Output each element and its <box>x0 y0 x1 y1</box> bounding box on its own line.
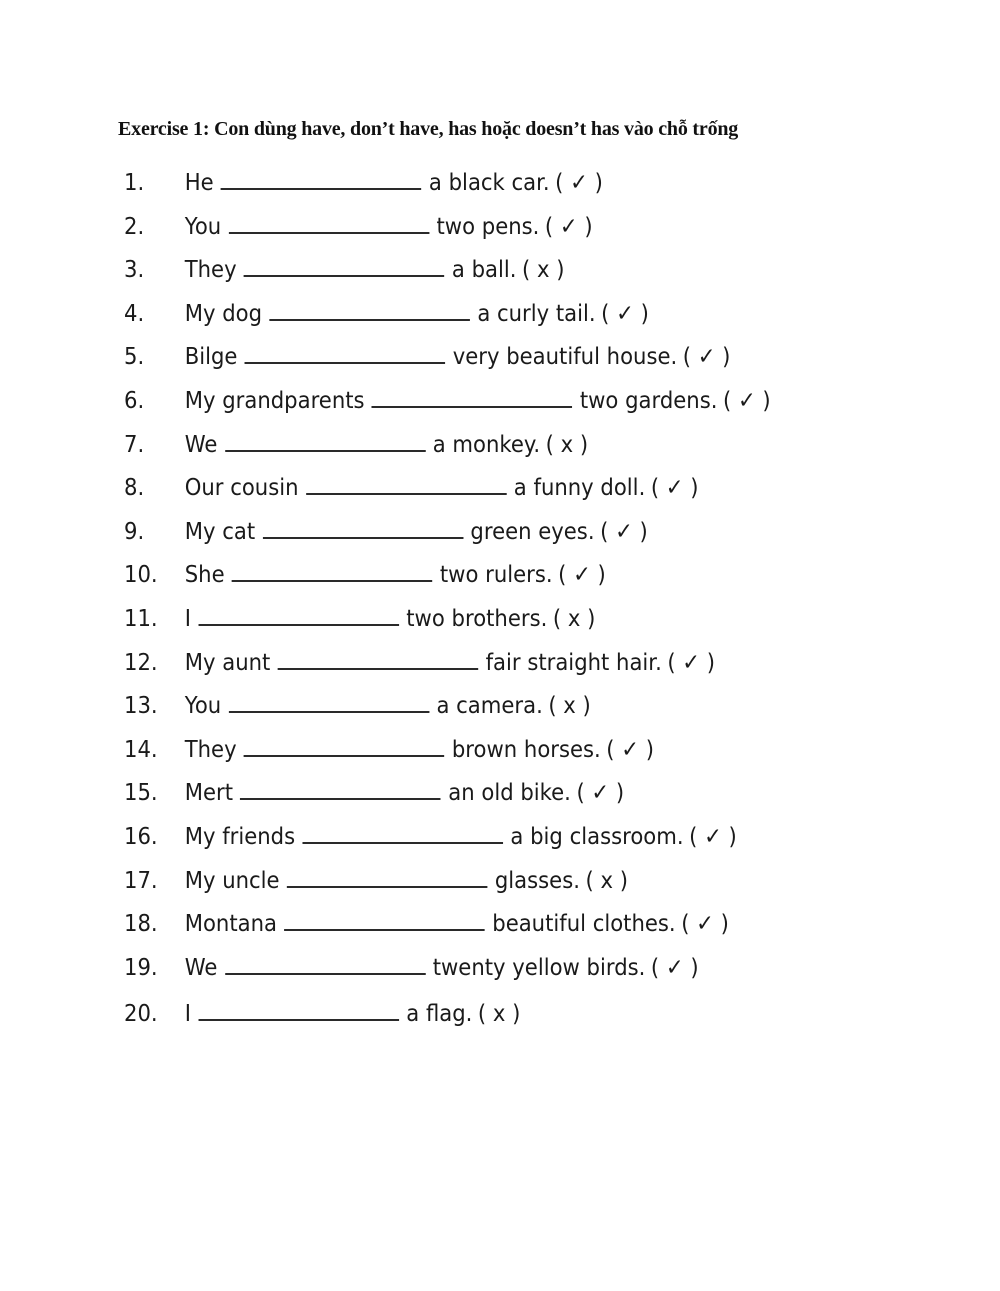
item-rest: fair straight hair. <box>485 649 662 676</box>
item-subject: We <box>184 954 218 981</box>
answer-blank[interactable] <box>278 646 479 670</box>
item-rest: two pens. <box>436 213 540 240</box>
item-rest: twenty yellow birds. <box>432 954 646 981</box>
item-subject: Our cousin <box>184 475 299 502</box>
item-number: 2. <box>124 213 145 240</box>
item-number: 20. <box>124 1001 158 1027</box>
item-number: 6. <box>124 388 145 414</box>
item-rest: two rulers. <box>439 562 553 589</box>
item-mark: ( x ) <box>548 693 591 720</box>
exercise-item <box>124 297 649 337</box>
item-subject: Bilge <box>184 344 238 371</box>
item-subject: My uncle <box>184 867 280 894</box>
item-subject: They <box>184 257 237 284</box>
item-number: 13. <box>124 693 158 720</box>
answer-blank[interactable] <box>284 907 485 931</box>
item-rest: beautiful clothes. <box>492 911 676 938</box>
item-subject: I <box>184 1001 191 1027</box>
item-mark: ( ✓ ) <box>682 344 731 371</box>
item-rest: glasses. <box>494 867 580 894</box>
item-rest: a ball. <box>451 257 517 284</box>
answer-blank[interactable] <box>225 951 426 975</box>
item-subject: My aunt <box>184 649 271 676</box>
exercise-item <box>124 428 588 468</box>
exercise-item <box>124 997 520 1037</box>
answer-blank[interactable] <box>287 864 488 888</box>
item-number: 4. <box>124 300 145 327</box>
exercise-item <box>124 646 715 686</box>
answer-blank[interactable] <box>306 471 507 495</box>
item-subject: You <box>184 213 222 240</box>
item-number: 12. <box>124 649 158 676</box>
item-rest: a big classroom. <box>510 824 684 850</box>
item-number: 18. <box>124 911 158 938</box>
item-number: 9. <box>124 518 145 545</box>
answer-blank[interactable] <box>240 776 441 800</box>
answer-blank[interactable] <box>198 602 399 626</box>
item-mark: ( ✓ ) <box>555 170 603 196</box>
item-mark: ( ✓ ) <box>544 213 593 240</box>
item-number: 7. <box>124 431 145 458</box>
item-mark: ( ✓ ) <box>606 736 655 763</box>
item-number: 3. <box>124 257 145 284</box>
answer-blank[interactable] <box>303 820 504 844</box>
exercise-item <box>124 515 648 555</box>
exercise-item <box>124 471 699 511</box>
item-rest: very beautiful house. <box>452 344 678 371</box>
item-subject: She <box>184 562 225 589</box>
answer-blank[interactable] <box>225 428 426 452</box>
item-rest: a camera. <box>436 693 543 720</box>
item-number: 19. <box>124 954 158 981</box>
exercise-item <box>124 340 730 380</box>
answer-blank[interactable] <box>245 340 446 364</box>
item-mark: ( ✓ ) <box>722 388 771 414</box>
item-mark: ( ✓ ) <box>600 518 648 545</box>
item-subject: My friends <box>184 824 296 850</box>
item-number: 16. <box>124 824 158 850</box>
item-mark: ( ✓ ) <box>650 954 699 981</box>
item-mark: ( ✓ ) <box>601 300 649 327</box>
exercise-title: Exercise 1: Con dùng have, don’t have, has hoặc doesn’t has vào chỗ trống <box>118 118 739 140</box>
item-mark: ( x ) <box>552 606 596 632</box>
exercise-item <box>124 776 624 816</box>
exercise-item <box>124 166 603 206</box>
answer-blank[interactable] <box>244 733 445 757</box>
item-number: 14. <box>124 736 158 763</box>
exercise-item <box>124 689 591 729</box>
answer-blank[interactable] <box>229 210 430 234</box>
item-mark: ( ✓ ) <box>667 649 716 676</box>
item-subject: Montana <box>184 911 277 938</box>
item-number: 15. <box>124 780 158 807</box>
item-mark: ( x ) <box>521 257 565 284</box>
answer-blank[interactable] <box>372 384 573 408</box>
exercise-item <box>124 253 564 293</box>
answer-blank[interactable] <box>244 253 445 277</box>
item-subject: My dog <box>184 300 263 327</box>
answer-blank[interactable] <box>198 997 399 1021</box>
item-rest: a curly tail. <box>477 300 596 327</box>
item-rest: an old bike. <box>448 780 571 807</box>
answer-blank[interactable] <box>232 558 433 582</box>
exercise-item <box>124 558 606 598</box>
item-subject: He <box>184 170 214 196</box>
item-mark: ( x ) <box>585 867 628 894</box>
item-mark: ( ✓ ) <box>558 562 606 589</box>
item-rest: a monkey. <box>432 431 541 458</box>
item-subject: Mert <box>184 780 233 807</box>
item-rest: brown horses. <box>451 736 601 763</box>
item-rest: two brothers. <box>406 606 548 632</box>
item-number: 5. <box>124 344 145 371</box>
item-rest: green eyes. <box>470 518 595 545</box>
item-mark: ( ✓ ) <box>681 911 729 938</box>
answer-blank[interactable] <box>269 297 470 321</box>
item-subject: They <box>184 736 237 763</box>
item-mark: ( ✓ ) <box>576 780 625 807</box>
item-subject: We <box>184 431 218 458</box>
item-mark: ( x ) <box>545 431 589 458</box>
item-subject: You <box>184 693 222 720</box>
exercise-item <box>124 864 628 904</box>
item-rest: a flag. <box>406 1001 473 1027</box>
exercise-item <box>124 384 771 424</box>
exercise-item <box>124 210 593 250</box>
item-number: 8. <box>124 475 145 502</box>
item-mark: ( ✓ ) <box>689 824 737 850</box>
item-rest: a black car. <box>428 170 550 196</box>
answer-blank[interactable] <box>262 515 463 539</box>
exercise-item <box>124 951 699 991</box>
item-subject: I <box>184 606 191 632</box>
exercise-item <box>124 820 737 860</box>
item-mark: ( ✓ ) <box>650 475 699 502</box>
exercise-item <box>124 733 654 773</box>
item-number: 1. <box>124 170 145 196</box>
item-rest: a funny doll. <box>513 475 646 502</box>
answer-blank[interactable] <box>221 166 422 190</box>
exercise-item <box>124 602 595 642</box>
item-mark: ( x ) <box>477 1001 521 1027</box>
item-rest: two gardens. <box>579 388 718 414</box>
item-subject: My cat <box>184 518 256 545</box>
exercise-item <box>124 907 729 947</box>
item-number: 11. <box>124 606 158 632</box>
item-subject: My grandparents <box>184 388 365 414</box>
item-number: 10. <box>124 562 158 589</box>
answer-blank[interactable] <box>229 689 430 713</box>
item-number: 17. <box>124 867 158 894</box>
